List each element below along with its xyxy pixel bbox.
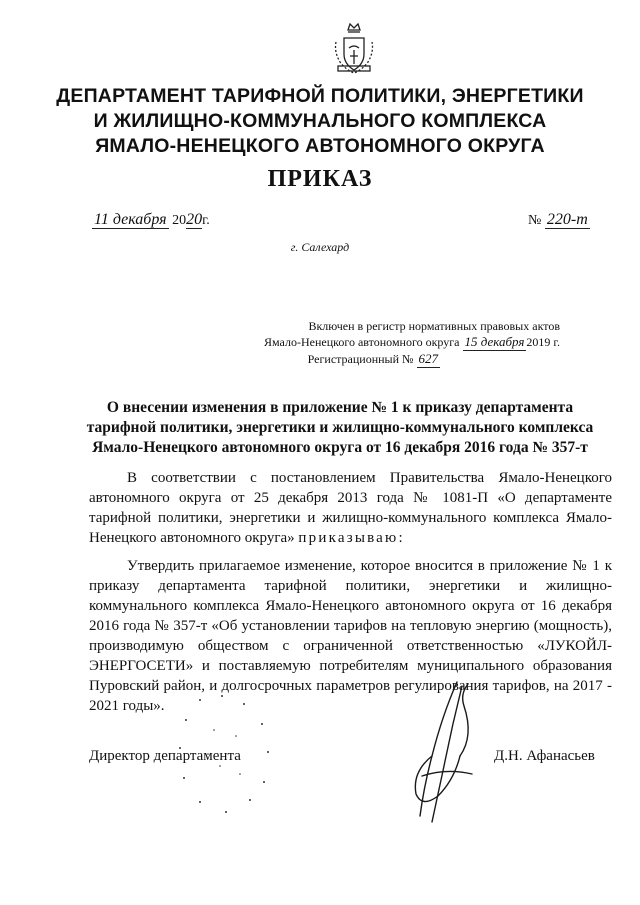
order-date-handwritten: 11 декабря [94,211,167,228]
order-word: приказываю: [298,530,405,546]
signer-name: Д.Н. Афанасьев [494,748,595,764]
registration-line-2-prefix: Ямало-Ненецкого автономного округа [264,335,460,349]
paragraph-1-text: В соответствии с постановлением Правительства Ямало-Ненецкого автономного округа от 25 декабря 2013 года № 1081-П «О департаменте тарифной политики, энергетики и жилищно-коммунального комплекса Ямало-Ненецкого автономного округа» [89,470,612,546]
registration-line-1: Включен в регистр нормативных правовых актов [308,319,560,333]
order-year-prefix: 20 [172,213,187,228]
coat-of-arms-icon [332,18,376,76]
department-line-2: И ЖИЛИЩНО-КОММУНАЛЬНОГО КОМПЛЕКСА [93,110,547,132]
registration-number-prefix: Регистрационный № [307,352,414,366]
order-year-handwritten: 20 [186,211,203,228]
order-subject [80,398,600,458]
body-paragraph-1 [89,468,612,548]
order-number [528,212,590,229]
department-heading [40,84,600,159]
signer-position: Директор департамента [89,748,241,764]
order-number-prefix: № [528,213,542,228]
registration-date-handwritten: 15 декабря [464,334,525,349]
order-date [92,212,210,229]
registration-line-3 [180,351,560,368]
registration-line-2 [180,334,560,351]
department-line-1: ДЕПАРТАМЕНТ ТАРИФНОЙ ПОЛИТИКИ, ЭНЕРГЕТИКИ [56,85,584,107]
handwritten-signature-icon [402,676,492,826]
registration-number-handwritten: 627 [418,351,438,366]
document-title: ПРИКАЗ [267,166,373,192]
subject-line-1: О внесении изменения в приложение № 1 к приказу департамента [106,399,574,416]
city-label: г. Салехард [290,240,350,254]
order-number-handwritten: 220-т [546,211,588,228]
registration-line-2-suffix: 2019 г. [526,335,560,349]
subject-line-2: тарифной политики, энергетики и жилищно-коммунального комплекса [86,419,594,436]
registration-block [180,318,560,368]
body-paragraph-2: Утвердить прилагаемое изменение, которое вносится в приложение № 1 к приказу департамента тарифной политики, энергетики и жилищно-коммунального комплекса Ямало-Ненецкого автономного округа от 16 декабря 2016 года № 357-т «Об установлении тарифов на тепловую энергию (мощность), производимую обществом с ограниченной ответственностью «ЛУКОЙЛ-ЭНЕРГОСЕТИ» и поставляемую потребителям муниципального образования Пуровский район, и долгосрочных параметров регулирования тарифов, на 2017 - 2021 годы». [89,558,612,714]
subject-line-3: Ямало-Ненецкого автономного округа от 16 декабря 2016 года № 357-т [92,439,588,456]
department-line-3: ЯМАЛО-НЕНЕЦКОГО АВТОНОМНОГО ОКРУГА [95,135,545,157]
order-year-suffix: г. [202,213,210,228]
